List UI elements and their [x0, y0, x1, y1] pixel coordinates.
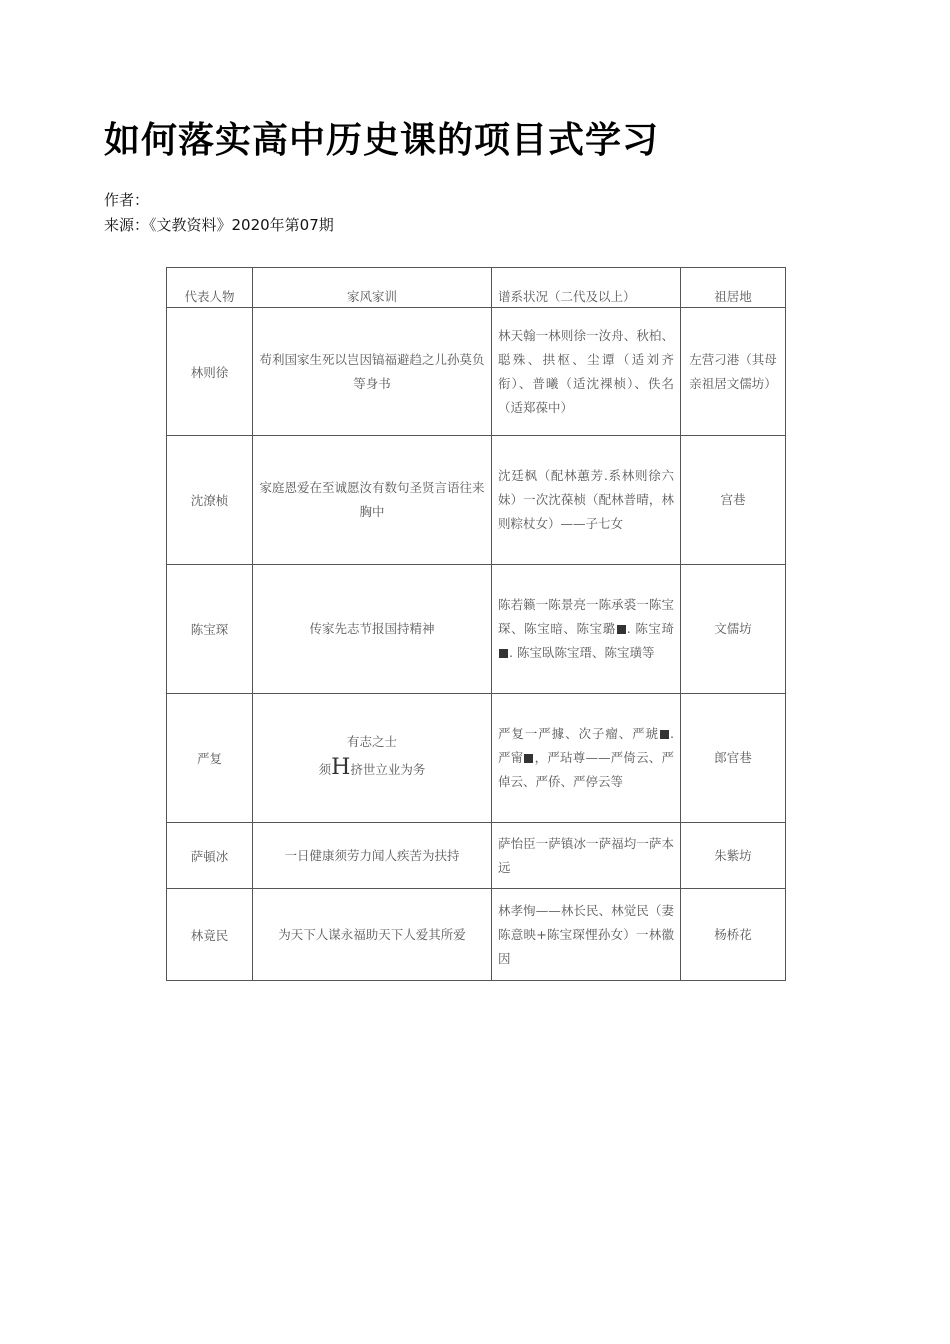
cell-home: 郎官巷 — [681, 694, 786, 823]
author-label: 作者： — [104, 191, 150, 209]
cell-person: 林则徐 — [167, 308, 253, 436]
cell-person: 林竟民 — [167, 889, 253, 981]
table-row — [167, 436, 786, 565]
table-row — [167, 694, 786, 823]
cell-motto: 家庭恩爱在至诚愿汝有数句圣贤言语往来胸中 — [253, 436, 492, 565]
header-motto: 家风家训 — [253, 268, 492, 308]
cell-home: 文儒坊 — [681, 565, 786, 694]
header-home: 祖居地 — [681, 268, 786, 308]
table-row — [167, 823, 786, 889]
cell-person: 陈宝琛 — [167, 565, 253, 694]
cell-lineage: 沈廷枫（配林蕙芳.系林则徐六妹）一次沈葆桢（配林普晴，林则粽杖女）——子七女 — [492, 436, 681, 565]
cell-home: 左营刁港（其母亲祖居文儒坊） — [681, 308, 786, 436]
cell-motto — [253, 694, 492, 823]
header-person: 代表人物 — [167, 268, 253, 308]
cell-motto: 一日健康须劳力闻人疾苦为扶持 — [253, 823, 492, 889]
family-tradition-table — [166, 267, 786, 981]
cell-lineage — [492, 565, 681, 694]
cell-motto: 传家先志节报国持精神 — [253, 565, 492, 694]
table-row — [167, 565, 786, 694]
article-title: 如何落实高中历史课的项目式学习 — [104, 120, 660, 161]
table-row — [167, 889, 786, 981]
cell-lineage: 林孝恂——林长民、林觉民（妻陈意映+陈宝琛悝孙女）一林徽因 — [492, 889, 681, 981]
lineage-text: . 严甯 — [498, 726, 674, 765]
cell-motto: 苟利国家生死以岂因镐福避趋之儿孙莫负等身书 — [253, 308, 492, 436]
cell-lineage — [492, 694, 681, 823]
motto-big-glyph: H — [331, 755, 351, 780]
black-square-mark — [617, 625, 626, 634]
cell-person: 严复 — [167, 694, 253, 823]
lineage-text: ，严玷尊——严倚云、严倬云、严侨、严停云等 — [498, 750, 674, 789]
black-square-mark — [660, 730, 669, 739]
cell-lineage: 林天翰一林则徐一汝舟、秋柏、聪殊、拱枢、尘谭（适刘齐衔）、普曦（适沈裸桢）、佚名（适郑葆中） — [492, 308, 681, 436]
lineage-text: . 陈宝琦 — [626, 621, 674, 636]
motto-text: 挤世立业为务 — [350, 762, 426, 777]
source-line: 来源：《文教资料》2020年第07期 — [104, 216, 334, 234]
header-lineage: 谱系状况（二代及以上） — [492, 268, 681, 308]
cell-person: 萨頓冰 — [167, 823, 253, 889]
cell-home: 杨桥花 — [681, 889, 786, 981]
black-square-mark — [499, 649, 508, 658]
motto-line — [259, 753, 485, 785]
cell-person: 沈潦桢 — [167, 436, 253, 565]
lineage-text: 陈若籁一陈景亮一陈承裘一陈宝琛、陈宝暗、陈宝璐 — [498, 597, 674, 636]
lineage-text: 严复一严據、次子瘤、严琥 — [498, 726, 660, 741]
cell-motto: 为天下人谋永福助天下人爱其所爱 — [253, 889, 492, 981]
lineage-text: . 陈宝臥陈宝瑨、陈宝璜等 — [509, 645, 655, 660]
motto-line: 有志之士 — [346, 734, 397, 749]
table-header-row — [167, 268, 786, 308]
motto-text: 须 — [318, 762, 332, 777]
black-square-mark — [524, 754, 533, 763]
cell-home: 宫巷 — [681, 436, 786, 565]
cell-lineage: 萨怡臣一萨镇冰一萨福均一萨本远 — [492, 823, 681, 889]
table-row — [167, 308, 786, 436]
cell-home: 朱紫坊 — [681, 823, 786, 889]
